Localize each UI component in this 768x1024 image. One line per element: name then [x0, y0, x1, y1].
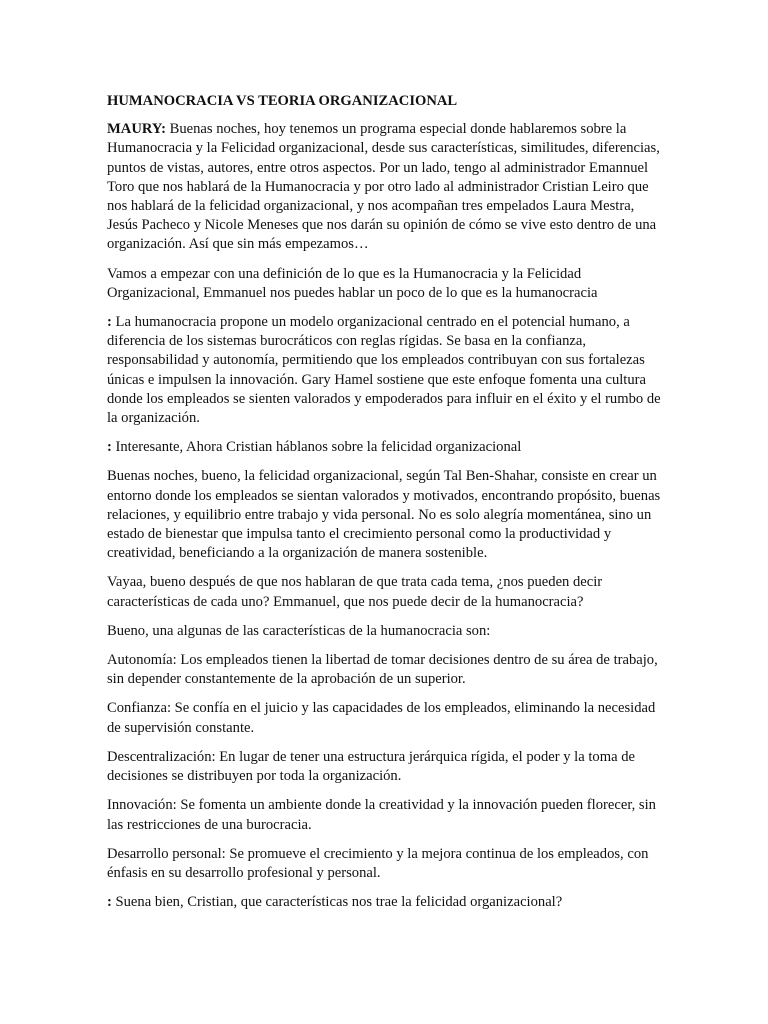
speaker-label: MAURY:: [107, 121, 166, 138]
paragraph: [107, 622, 667, 641]
paragraph-text: Vamos a empezar con una definición de lo que es la Humanocracia y la Felicidad Organizacional, Emmanuel nos puedes hablar un poco de lo que es la humanocracia: [107, 265, 598, 301]
paragraph: [107, 467, 667, 563]
paragraph: [107, 313, 667, 428]
paragraph: [107, 438, 667, 457]
paragraph-text: Vayaa, bueno después de que nos hablaran de que trata cada tema, ¿nos pueden decir características de cada uno? Emmanuel, que nos puede decir de la humanocracia?: [107, 574, 603, 610]
paragraph-text: Confianza: Se confía en el juicio y las capacidades de los empleados, eliminando la necesidad de supervisión constante.: [107, 700, 656, 736]
speaker-label: :: [107, 439, 112, 456]
paragraph: [107, 893, 667, 912]
paragraph-text: Suena bien, Cristian, que características nos trae la felicidad organizacional?: [111, 894, 563, 911]
paragraph-text: Desarrollo personal: Se promueve el crecimiento y la mejora continua de los empleados, con énfasis en su desarrollo profesional y personal.: [107, 845, 649, 881]
paragraph-text: La humanocracia propone un modelo organizacional centrado en el potencial humano, a diferencia de los sistemas burocráticos con reglas rígidas. Se basa en la confianza, responsabilidad y autonomía, permitiendo que los empleados contribuyan con sus fortalezas únicas e impulsen la innovación. Gary Hamel sostiene que este enfoque fomenta una cultura donde los empleados se sienten valorados y empoderados para influir en el éxito y el rumbo de la organización.: [107, 314, 661, 427]
paragraph-text: Autonomía: Los empleados tienen la libertad de tomar decisiones dentro de su área de trabajo, sin depender constantemente de la aprobación de un superior.: [107, 652, 658, 688]
paragraph-descentralizacion: [107, 748, 667, 786]
paragraph-text: Buenas noches, hoy tenemos un programa especial donde hablaremos sobre la Humanocracia y la Felicidad organizacional, desde sus características, similitudes, diferencias, puntos de vistas, autores, entre otros aspectos. Por un lado, tengo al administrador Emannuel Toro que nos hablará de la Humanocracia y por otro lado al administrador Cristian Leiro que nos hablará de la felicidad organizacional, y nos acompañan tres empelados Laura Mestra, Jesús Pacheco y Nicole Meneses que nos darán su opinión de cómo se vive esto dentro de una organización. Así que sin más empezamos…: [107, 121, 660, 253]
paragraph-text: Innovación: Se fomenta un ambiente donde la creatividad y la innovación pueden florecer, sin las restricciones de una burocracia.: [107, 797, 656, 833]
paragraph: [107, 265, 667, 303]
speaker-label: :: [107, 314, 112, 331]
speaker-label: :: [107, 894, 112, 911]
paragraph-text: Buenas noches, bueno, la felicidad organizacional, según Tal Ben-Shahar, consiste en crear un entorno donde los empleados se sientan valorados y motivados, encontrando propósito, buenas relaciones, y equilibrio entre trabajo y vida personal. No es solo alegría momentánea, sino un estado de bienestar que impulsa tanto el crecimiento personal como la productividad y creatividad, beneficiando a la organización de manera sostenible.: [107, 468, 661, 562]
paragraph-intro: [107, 120, 667, 254]
paragraph-desarrollo-personal: [107, 845, 667, 883]
paragraph-innovacion: [107, 796, 667, 834]
document-page: [107, 92, 667, 922]
paragraph-text: Descentralización: En lugar de tener una estructura jerárquica rígida, el poder y la toma de decisiones se distribuyen por toda la organización.: [107, 748, 635, 785]
paragraph-text: Bueno, una algunas de las características de la humanocracia son:: [107, 622, 491, 639]
paragraph: [107, 573, 667, 611]
document-title: HUMANOCRACIA VS TEORIA ORGANIZACIONAL: [107, 93, 458, 109]
paragraph-text: Interesante, Ahora Cristian háblanos sobre la felicidad organizacional: [111, 439, 522, 456]
paragraph-autonomia: [107, 651, 667, 689]
paragraph-confianza: [107, 699, 667, 737]
